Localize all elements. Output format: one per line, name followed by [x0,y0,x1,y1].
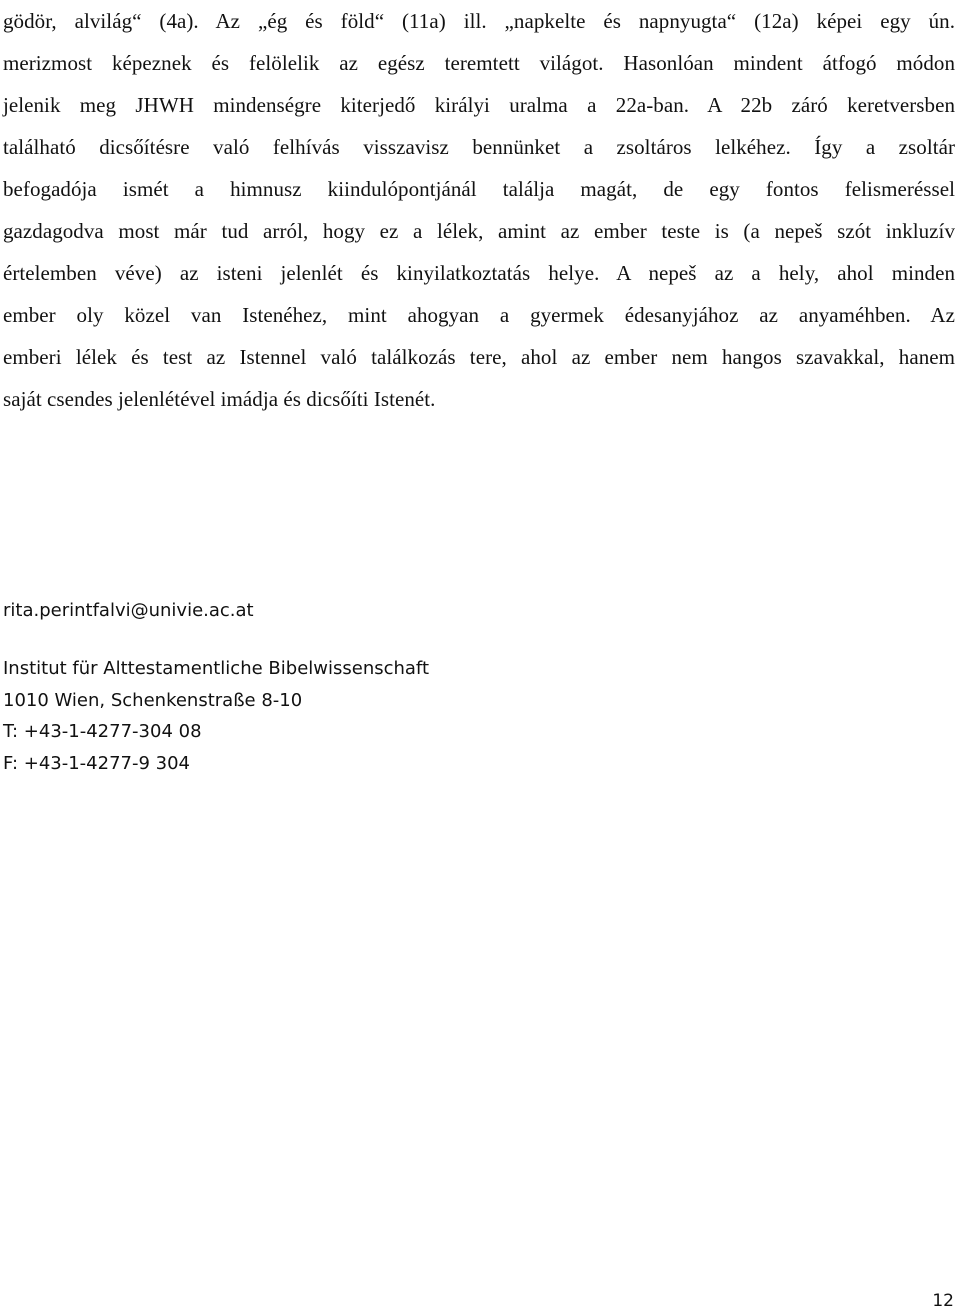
paragraph-line: jelenik meg JHWH mindenségre kiterjedő királyi uralma a 22a-ban. A 22b záró keretversben [3,93,955,117]
paragraph-line: ember oly közel van Istenéhez, mint ahogyan a gyermek édesanyjához az anyaméhben. Az [3,303,955,327]
paragraph-line: gödör, alvilág“ (4a). Az „ég és föld“ (11a) ill. „napkelte és napnyugta“ (12a) képei egy ún. [3,9,955,33]
contact-block [3,595,429,779]
paragraph-line: emberi lélek és test az Istennel való találkozás tere, ahol az ember nem hangos szavakkal, hanem [3,345,955,369]
institute-name: Institut für Alttestamentliche Bibelwissenschaft [3,658,430,679]
postal-address [3,653,429,779]
paragraph-line: merizmost képeznek és felölelik az egész teremtett világot. Hasonlóan mindent átfogó módon [3,51,955,75]
street-address: 1010 Wien, Schenkenstraße 8-10 [3,689,303,711]
paragraph-line: saját csendes jelenlétével imádja és dicsőíti Istenét. [3,387,436,411]
email-address: rita.perintfalvi@univie.ac.at [3,600,254,621]
body-paragraph [3,0,955,420]
fax-number: F: +43-1-4277-9 304 [3,752,191,774]
page-number: 12 [932,1291,954,1311]
phone-number: T: +43-1-4277-304 08 [3,721,202,742]
paragraph-line: gazdagodva most már tud arról, hogy ez a lélek, amint az ember teste is (a nepeš szót inkluzív [3,219,955,243]
paragraph-line: található dicsőítésre való felhívás visszavisz bennünket a zsoltáros lelkéhez. Így a zsoltár [3,135,955,159]
paragraph-line: befogadója ismét a himnusz kiindulópontjánál találja magát, de egy fontos felismeréssel [3,177,955,201]
paragraph-line: értelemben véve) az isteni jelenlét és kinyilatkoztatás helye. A nepeš az a hely, ahol minden [3,261,955,285]
